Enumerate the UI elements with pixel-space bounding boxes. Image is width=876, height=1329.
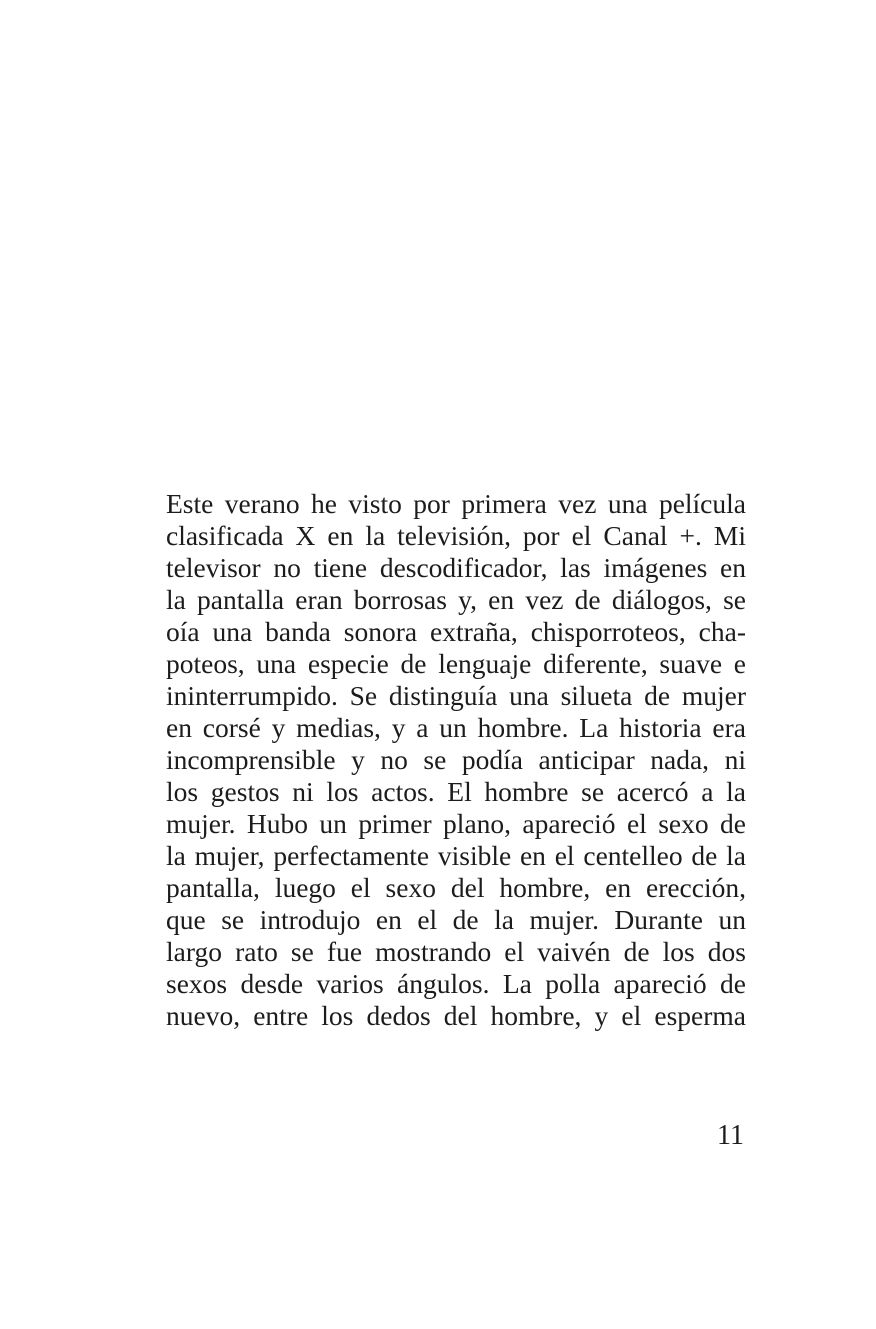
text-line: sexos desde varios ángulos. La polla apareció de bbox=[166, 968, 746, 999]
text-line: pantalla, luego el sexo del hombre, en erección, bbox=[166, 872, 746, 903]
text-line: la pantalla eran borrosas y, en vez de diálogos, se bbox=[166, 584, 746, 615]
text-line: en corsé y medias, y a un hombre. La historia era bbox=[166, 712, 746, 743]
text-line: oía una banda sonora extraña, chisporroteos, cha- bbox=[166, 616, 746, 647]
text-line: ininterrumpido. Se distinguía una silueta de mujer bbox=[166, 680, 746, 711]
page-number: 11 bbox=[717, 1120, 744, 1151]
text-line: poteos, una especie de lenguaje diferente, suave e bbox=[166, 648, 746, 679]
text-line: mujer. Hubo un primer plano, apareció el sexo de bbox=[166, 808, 746, 839]
text-line: clasificada X en la televisión, por el Canal +. Mi bbox=[166, 520, 746, 551]
text-line: los gestos ni los actos. El hombre se acercó a la bbox=[166, 776, 746, 807]
text-line: televisor no tiene descodificador, las imágenes en bbox=[166, 552, 746, 583]
text-line: la mujer, perfectamente visible en el centelleo de la bbox=[166, 840, 746, 871]
text-line: Este verano he visto por primera vez una película bbox=[166, 488, 746, 519]
text-line: que se introdujo en el de la mujer. Durante un bbox=[166, 904, 746, 935]
body-paragraph bbox=[166, 488, 746, 1032]
text-line: nuevo, entre los dedos del hombre, y el esperma bbox=[166, 1000, 746, 1031]
text-line: incomprensible y no se podía anticipar nada, ni bbox=[166, 744, 746, 775]
text-line: largo rato se fue mostrando el vaivén de los dos bbox=[166, 936, 746, 967]
